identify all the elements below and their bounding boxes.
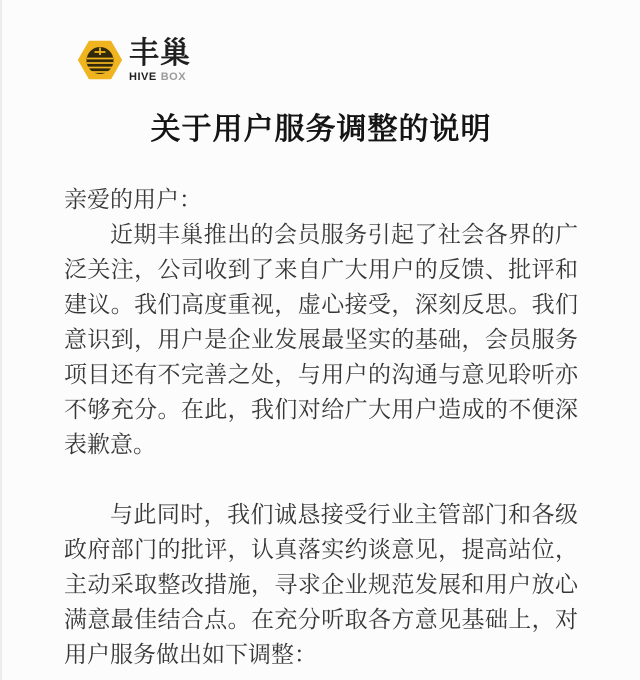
logo-name-chinese: 丰巢 (129, 37, 191, 70)
letter-paragraph-1: 近期丰巢推出的会员服务引起了社会各界的广泛关注，公司收到了来自广大用户的反馈、批评和建议。我们高度重视，虚心接受，深刻反思。我们意识到，用户是企业发展最坚实的基础，会员服务项目还有不完善之处，与用户的沟通与意见聆听亦不够充分。在此，我们对给广大用户造成的不便深表歉意。 (64, 221, 578, 457)
hivebox-honeycomb-icon (78, 38, 122, 82)
letter-salutation: 亲爱的用户： (64, 186, 202, 212)
hivebox-logo (78, 38, 640, 84)
letter-paragraph-2: 与此同时，我们诚恳接受行业主管部门和各级政府部门的批评，认真落实约谈意见，提高站位，主动采取整改措施，寻求企业规范发展和用户放心满意最佳结合点。在充分听取各方意见基础上，对用户服务做出如下调整： (64, 501, 578, 667)
logo-name-english (129, 71, 191, 83)
logo-name-box: BOX (160, 71, 187, 83)
letter-body (64, 182, 578, 672)
logo-name-hive: HIVE (129, 71, 157, 83)
hivebox-logo-text (129, 38, 191, 83)
page-title: 关于用户服务调整的说明 (150, 113, 492, 146)
